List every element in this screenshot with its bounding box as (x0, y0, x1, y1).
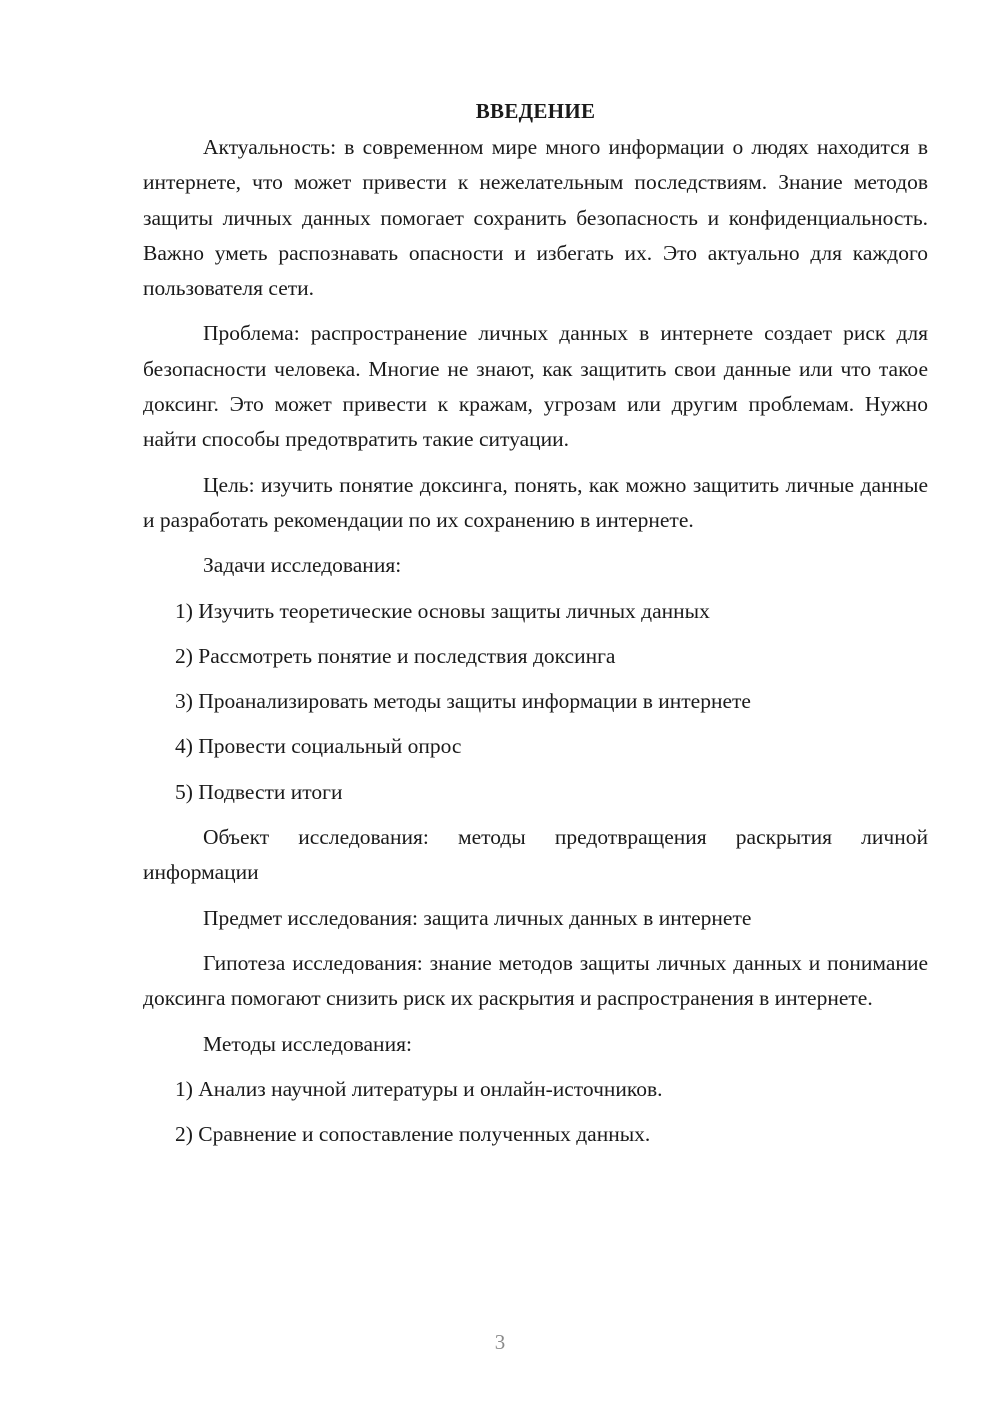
tasks-title: Задачи исследования: (203, 553, 402, 578)
list-item: 4) Провести социальный опрос (175, 734, 462, 759)
page-title: ВВЕДЕНИЕ (475, 99, 596, 123)
relevance-paragraph: Актуальность: в современном мире много информации о людях находится в интернете, что может привести к нежелательным последствиям. Знание методов защиты личных данных помогает сохранить безопасность и конфиденциальность. Важно уметь распознавать опасности и избегать их. Это актуально для каждого пользователя сети. (143, 135, 928, 301)
list-item: 2) Сравнение и сопоставление полученных данных. (175, 1122, 651, 1147)
document-page (143, 96, 928, 1162)
methods-list (143, 1072, 928, 1153)
tasks-list (143, 594, 928, 810)
list-item: 3) Проанализировать методы защиты информации в интернете (175, 689, 751, 714)
object-paragraph: Объект исследования: методы предотвращения раскрытия личной информации (143, 825, 928, 885)
list-item: 1) Анализ научной литературы и онлайн-источников. (175, 1076, 663, 1101)
problem-paragraph: Проблема: распространение личных данных в интернете создает риск для безопасности человека. Многие не знают, как защитить свои данные или что такое доксинг. Это может привести к кражам, угрозам или другим проблемам. Нужно найти способы предотвратить такие ситуации. (143, 321, 928, 452)
subject-paragraph: Предмет исследования: защита личных данных в интернете (203, 905, 752, 930)
goal-paragraph: Цель: изучить понятие доксинга, понять, как можно защитить личные данные и разработать рекомендации по их сохранению в интернете. (143, 472, 928, 532)
hypothesis-paragraph: Гипотеза исследования: знание методов защиты личных данных и понимание доксинга помогают снизить риск их раскрытия и распространения в интернете. (143, 950, 928, 1011)
list-item: 2) Рассмотреть понятие и последствия доксинга (175, 643, 616, 668)
methods-title: Методы исследования: (203, 1031, 412, 1056)
list-item: 5) Подвести итоги (175, 779, 343, 804)
page-number: 3 (494, 1330, 506, 1354)
list-item: 1) Изучить теоретические основы защиты личных данных (175, 598, 710, 623)
